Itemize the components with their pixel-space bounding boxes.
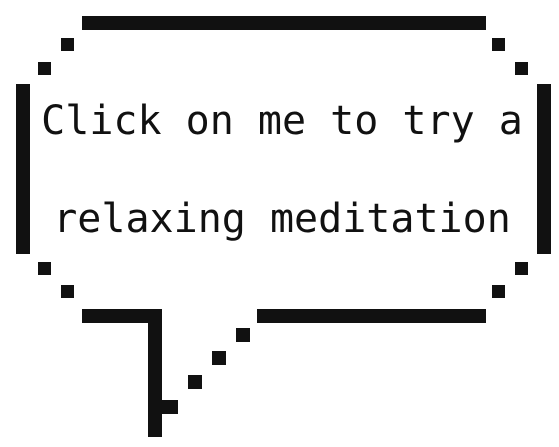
bubble-corner-step xyxy=(515,62,528,75)
bubble-corner-step xyxy=(515,262,528,275)
bubble-tail-step xyxy=(212,351,226,365)
bubble-corner-step xyxy=(38,62,51,75)
bubble-text-line-2: relaxing meditation xyxy=(53,196,511,242)
bubble-tail-step xyxy=(188,375,202,389)
bubble-corner-step xyxy=(492,285,505,298)
bubble-corner-step xyxy=(61,38,74,51)
bubble-bottom-edge-right xyxy=(257,309,486,323)
bubble-tail-stem xyxy=(148,309,162,437)
bubble-tail-foot xyxy=(148,400,178,414)
bubble-corner-step xyxy=(61,285,74,298)
bubble-tail-step xyxy=(236,328,250,342)
bubble-text-line-1: Click on me to try a xyxy=(41,98,523,144)
bubble-corner-step xyxy=(38,262,51,275)
bubble-corner-step xyxy=(492,38,505,51)
bubble-top-edge xyxy=(82,16,486,30)
